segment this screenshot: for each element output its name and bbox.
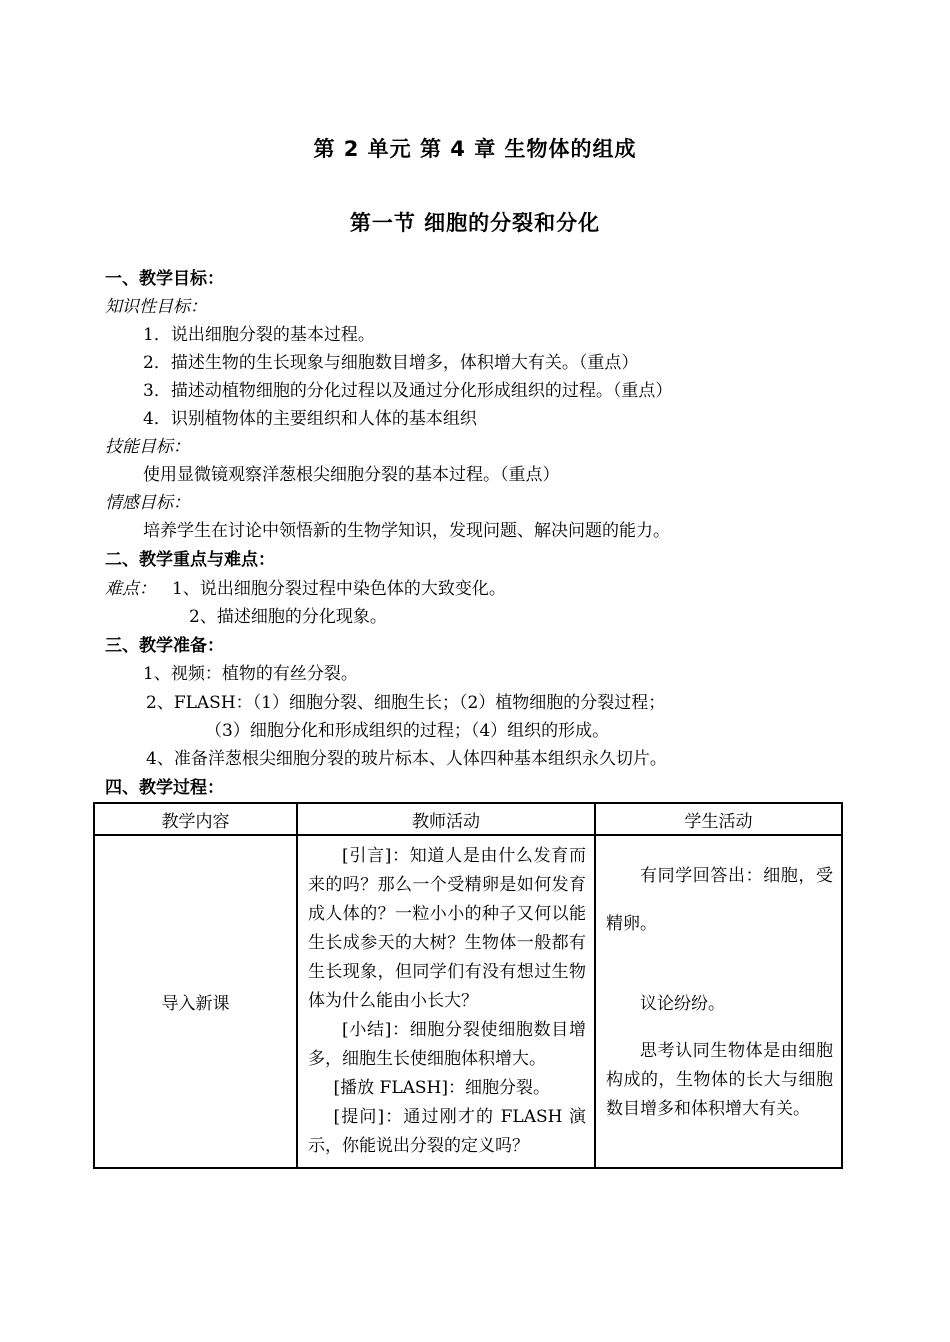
- header-student-activity: 学生活动: [595, 803, 842, 835]
- row-content-cell: 导入新课: [94, 835, 297, 1168]
- student-reflection: 思考认同生物体是由细胞构成的，生物体的长大与细胞数目增多和体积增大有关。: [606, 1041, 833, 1119]
- process-heading: 四、教学过程：: [105, 778, 224, 798]
- difficulty-label: 难点：: [105, 579, 156, 599]
- student-discussion: 议论纷纷。: [640, 994, 725, 1014]
- teaching-process-table: [93, 802, 843, 1169]
- student-answer: 有同学回答出：细胞，受精卵。: [606, 866, 833, 934]
- table-row: [94, 835, 842, 1168]
- preparation-item-2: 2、FLASH：（1）细胞分裂、细胞生长；（2）植物细胞的分裂过程；: [146, 693, 666, 713]
- objectives-heading: 一、教学目标：: [105, 269, 224, 289]
- preparation-item-2-continued: （3）细胞分化和形成组织的过程；（4）组织的形成。: [205, 721, 610, 741]
- knowledge-objectives-label: 知识性目标：: [105, 297, 207, 317]
- teacher-question: [提问]：通过刚才的 FLASH 演示，你能说出分裂的定义吗？: [308, 1107, 586, 1156]
- preparation-item-4: 4、准备洋葱根尖细胞分裂的玻片标本、人体四种基本组织永久切片。: [146, 749, 667, 769]
- skill-objectives-label: 技能目标：: [105, 437, 190, 457]
- row-teacher-cell: [297, 835, 595, 1168]
- preparation-item-1: 1、视频：植物的有丝分裂。: [143, 664, 358, 684]
- header-content: 教学内容: [94, 803, 297, 835]
- preparation-heading: 三、教学准备：: [105, 636, 224, 656]
- emotion-objectives-label: 情感目标：: [105, 493, 190, 513]
- skill-objective-text: 使用显微镜观察洋葱根尖细胞分裂的基本过程。（重点）: [143, 465, 560, 485]
- difficulty-item-1: 1、说出细胞分裂过程中染色体的大致变化。: [172, 579, 506, 599]
- header-teacher-activity: 教师活动: [297, 803, 595, 835]
- row-student-cell: [595, 835, 842, 1168]
- teacher-play-flash: [播放 FLASH]：细胞分裂。: [333, 1078, 551, 1098]
- section-title: 第一节 细胞的分裂和分化: [349, 211, 601, 235]
- emotion-objective-text: 培养学生在讨论中领悟新的生物学知识，发现问题、解决问题的能力。: [143, 521, 670, 541]
- knowledge-item-3: 3．描述动植物细胞的分化过程以及通过分化形成组织的过程。（重点）: [143, 381, 673, 401]
- teacher-intro: [引言]：知道人是由什么发育而来的吗？那么一个受精卵是如何发育成人体的？一粒小小的种子又何以能生长成参天的大树？生物体一般都有生长现象，但同学们有没有想过生物体为什么能由小长大？: [308, 846, 586, 1011]
- knowledge-item-4: 4．识别植物体的主要组织和人体的基本组织: [143, 409, 477, 429]
- document-title: 第 2 单元 第 4 章 生物体的组成: [313, 137, 637, 161]
- knowledge-item-2: 2．描述生物的生长现象与细胞数目增多，体积增大有关。（重点）: [143, 353, 639, 373]
- teacher-summary: [小结]：细胞分裂使细胞数目增多，细胞生长使细胞体积增大。: [308, 1020, 586, 1069]
- knowledge-item-1: 1．说出细胞分裂的基本过程。: [143, 325, 375, 345]
- key-points-heading: 二、教学重点与难点：: [105, 550, 275, 570]
- table-header-row: [94, 803, 842, 835]
- difficulty-item-2: 2、描述细胞的分化现象。: [189, 607, 387, 627]
